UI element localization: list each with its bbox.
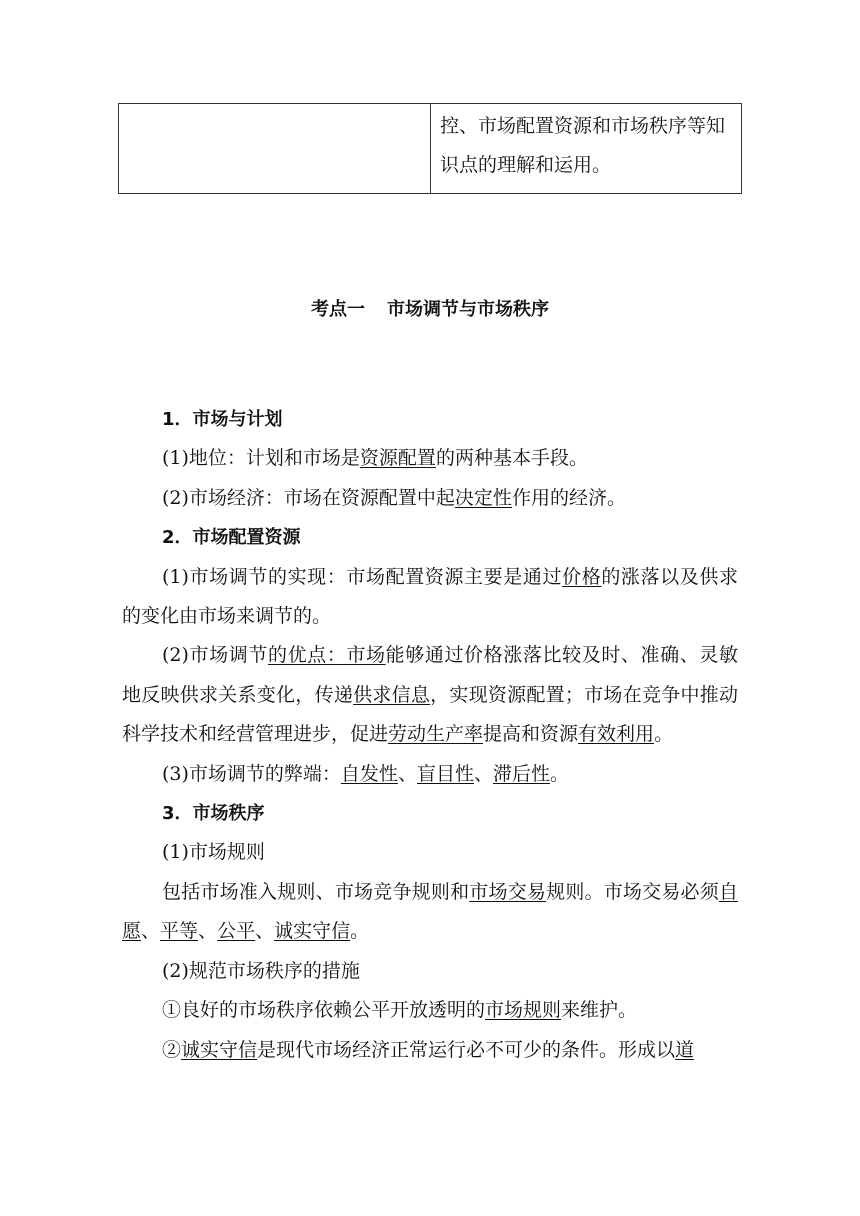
section-title-text: 市场调节与市场秩序: [387, 299, 549, 320]
heading-market-order: 3．市场秩序: [162, 803, 265, 825]
section-number: 考点一: [311, 299, 365, 320]
blank-answer: 有效利用: [578, 723, 655, 746]
text: 、: [255, 920, 275, 943]
objectives-table: [118, 103, 742, 194]
blank-answer: 诚实守信: [181, 1038, 258, 1061]
blank-answer: 滞后性: [492, 762, 550, 785]
text: 的两种基本手段。: [435, 447, 588, 470]
text: 。: [350, 920, 370, 943]
paragraph-measures-title: (2)规范市场秩序的措施: [162, 959, 360, 982]
blank-answer: 道: [675, 1038, 695, 1061]
heading-market-and-plan: 1．市场与计划: [162, 409, 283, 430]
blank-answer: 盲目性: [416, 762, 474, 785]
text: 是现代市场经济正常运行必不可少的条件。形成以: [257, 1038, 676, 1061]
text: 的涨落以及供求的变化由市场来调节的。: [122, 565, 738, 628]
text: (2)市场经济：市场在资源配置中起: [162, 486, 455, 509]
blank-answer: 供求信息: [353, 683, 431, 706]
paragraph-measure-2: [122, 1031, 738, 1070]
blank-answer: 劳动生产率: [388, 723, 484, 746]
paragraph-drawbacks: [122, 755, 738, 794]
blank-answer: 市场规则: [485, 999, 562, 1022]
heading-market-allocation: 2．市场配置资源: [162, 527, 301, 549]
text: 、: [198, 920, 218, 943]
paragraph-market-rules: [122, 873, 738, 952]
blank-answer: 市场交易: [469, 880, 547, 903]
paragraph-realization: [122, 558, 738, 637]
text: 包括市场准入规则、市场竞争规则和: [162, 880, 470, 903]
blank-answer: 价格: [562, 565, 602, 588]
paragraph-measure-1: [122, 991, 738, 1030]
blank-answer: 公平: [217, 920, 256, 943]
table-line-1: 控、市场配置资源和市场秩序等知: [440, 115, 726, 137]
text: 、: [141, 920, 161, 943]
table-cell-description: [431, 104, 742, 194]
text: (2)市场调节: [162, 644, 268, 667]
blank-answer: 自愿: [122, 880, 738, 943]
text: (1)地位：计划和市场是: [162, 447, 360, 470]
text: ①良好的市场秩序依赖公平开放透明的: [162, 999, 486, 1022]
text: (1)市场调节的实现：市场配置资源主要是通过: [162, 565, 563, 588]
content-body: [122, 400, 738, 1070]
text: ②: [162, 1038, 182, 1061]
table-cell-empty: [119, 104, 431, 194]
text: 作用的经济。: [511, 486, 626, 509]
text: 。: [654, 723, 674, 746]
blank-answer: 资源配置: [359, 447, 436, 470]
paragraph-advantages: [122, 636, 738, 754]
text: 能够通过价格涨落比较及时、准确、灵敏地反映供求关系变化，传递: [122, 644, 738, 706]
section-title: [0, 296, 860, 324]
text: 规则。市场交易必须: [546, 880, 719, 903]
text: 、: [473, 762, 493, 785]
text: 、: [397, 762, 417, 785]
blank-answer: 诚实守信: [274, 920, 351, 943]
text: ，实现资源配置；市场在竞争中推动科学技术和经营管理进步，促进: [122, 683, 738, 746]
text: (3)市场调节的弊端：: [162, 762, 341, 785]
blank-answer: 平等: [160, 920, 199, 943]
paragraph-market-rules-title: (1)市场规则: [162, 841, 265, 864]
table-line-2: 识点的理解和运用。: [440, 154, 612, 176]
blank-answer: 决定性: [454, 486, 512, 509]
paragraph-position: [122, 439, 738, 478]
blank-answer: 的优点：市场: [267, 644, 386, 667]
text: 提高和资源: [483, 723, 579, 746]
blank-answer: 自发性: [340, 762, 398, 785]
paragraph-market-economy: [122, 479, 738, 518]
text: 来维护。: [561, 999, 638, 1022]
text: 。: [550, 762, 570, 785]
